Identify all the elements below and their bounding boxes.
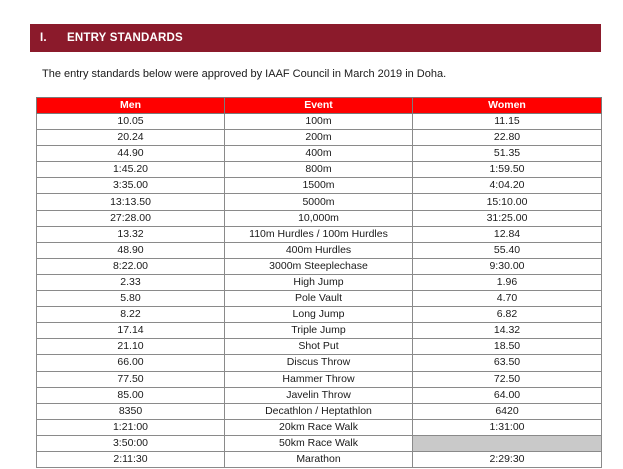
event-cell: 800m xyxy=(225,162,413,178)
event-cell: Shot Put xyxy=(225,339,413,355)
women-standard-cell: 31:25.00 xyxy=(413,210,602,226)
table-row xyxy=(37,307,602,323)
men-standard-cell: 1:45.20 xyxy=(37,162,225,178)
men-standard-cell: 8350 xyxy=(37,403,225,419)
women-standard-cell: 9:30.00 xyxy=(413,258,602,274)
table-row xyxy=(37,387,602,403)
table-row xyxy=(37,258,602,274)
table-row xyxy=(37,130,602,146)
men-standard-cell: 13.32 xyxy=(37,226,225,242)
men-standard-cell: 8.22 xyxy=(37,307,225,323)
men-standard-cell: 3:35.00 xyxy=(37,178,225,194)
event-cell: Decathlon / Heptathlon xyxy=(225,403,413,419)
women-standard-cell: 11.15 xyxy=(413,114,602,130)
table-row xyxy=(37,274,602,290)
men-standard-cell: 48.90 xyxy=(37,242,225,258)
intro-text: The entry standards below were approved by IAAF Council in March 2019 in Doha. xyxy=(42,68,447,80)
event-cell: Javelin Throw xyxy=(225,387,413,403)
table-row xyxy=(37,242,602,258)
event-cell: 200m xyxy=(225,130,413,146)
table-row xyxy=(37,451,602,467)
table-row xyxy=(37,162,602,178)
women-standard-cell: 4:04.20 xyxy=(413,178,602,194)
men-standard-cell: 66.00 xyxy=(37,355,225,371)
event-cell: 5000m xyxy=(225,194,413,210)
table-row xyxy=(37,291,602,307)
men-standard-cell: 8:22.00 xyxy=(37,258,225,274)
table-row xyxy=(37,210,602,226)
table-row xyxy=(37,419,602,435)
event-cell: 400m Hurdles xyxy=(225,242,413,258)
table-row xyxy=(37,226,602,242)
women-standard-cell: 4.70 xyxy=(413,291,602,307)
women-standard-cell: 12.84 xyxy=(413,226,602,242)
event-cell: 10,000m xyxy=(225,210,413,226)
table-row xyxy=(37,323,602,339)
women-standard-cell: 22.80 xyxy=(413,130,602,146)
table-row xyxy=(37,371,602,387)
table-row xyxy=(37,355,602,371)
men-standard-cell: 44.90 xyxy=(37,146,225,162)
men-standard-cell: 2.33 xyxy=(37,274,225,290)
event-cell: Triple Jump xyxy=(225,323,413,339)
event-cell: Discus Throw xyxy=(225,355,413,371)
section-header xyxy=(30,24,601,52)
section-title: ENTRY STANDARDS xyxy=(67,32,183,44)
men-standard-cell: 3:50:00 xyxy=(37,435,225,451)
men-standard-cell: 77.50 xyxy=(37,371,225,387)
event-cell: Hammer Throw xyxy=(225,371,413,387)
men-standard-cell: 21.10 xyxy=(37,339,225,355)
event-cell: 100m xyxy=(225,114,413,130)
men-standard-cell: 85.00 xyxy=(37,387,225,403)
men-standard-cell: 2:11:30 xyxy=(37,451,225,467)
women-standard-cell: 1:59.50 xyxy=(413,162,602,178)
event-cell: 1500m xyxy=(225,178,413,194)
men-standard-cell: 13:13.50 xyxy=(37,194,225,210)
women-standard-cell: 55.40 xyxy=(413,242,602,258)
women-standard-cell: 6.82 xyxy=(413,307,602,323)
men-standard-cell: 1:21:00 xyxy=(37,419,225,435)
event-cell: High Jump xyxy=(225,274,413,290)
table-header-row xyxy=(37,98,602,114)
women-standard-cell: 72.50 xyxy=(413,371,602,387)
men-standard-cell: 27:28.00 xyxy=(37,210,225,226)
table-row xyxy=(37,114,602,130)
women-standard-cell xyxy=(413,435,602,451)
table-body xyxy=(37,114,602,468)
men-standard-cell: 10.05 xyxy=(37,114,225,130)
women-standard-cell: 15:10.00 xyxy=(413,194,602,210)
women-standard-cell: 51.35 xyxy=(413,146,602,162)
table-row xyxy=(37,403,602,419)
event-cell: Marathon xyxy=(225,451,413,467)
men-standard-cell: 20.24 xyxy=(37,130,225,146)
men-standard-cell: 5.80 xyxy=(37,291,225,307)
women-standard-cell: 1:31:00 xyxy=(413,419,602,435)
event-cell: 20km Race Walk xyxy=(225,419,413,435)
event-cell: 400m xyxy=(225,146,413,162)
women-standard-cell: 1.96 xyxy=(413,274,602,290)
event-cell: 3000m Steeplechase xyxy=(225,258,413,274)
women-standard-cell: 64.00 xyxy=(413,387,602,403)
entry-standards-table xyxy=(36,97,602,468)
header-men: Men xyxy=(37,98,225,114)
event-cell: Long Jump xyxy=(225,307,413,323)
event-cell: Pole Vault xyxy=(225,291,413,307)
table-row xyxy=(37,339,602,355)
event-cell: 110m Hurdles / 100m Hurdles xyxy=(225,226,413,242)
women-standard-cell: 6420 xyxy=(413,403,602,419)
women-standard-cell: 63.50 xyxy=(413,355,602,371)
women-standard-cell: 14.32 xyxy=(413,323,602,339)
table-row xyxy=(37,178,602,194)
table-row xyxy=(37,146,602,162)
women-standard-cell: 2:29:30 xyxy=(413,451,602,467)
section-number: I. xyxy=(40,32,47,44)
women-standard-cell: 18.50 xyxy=(413,339,602,355)
men-standard-cell: 17.14 xyxy=(37,323,225,339)
table-row xyxy=(37,194,602,210)
event-cell: 50km Race Walk xyxy=(225,435,413,451)
table-row xyxy=(37,435,602,451)
header-women: Women xyxy=(413,98,602,114)
header-event: Event xyxy=(225,98,413,114)
